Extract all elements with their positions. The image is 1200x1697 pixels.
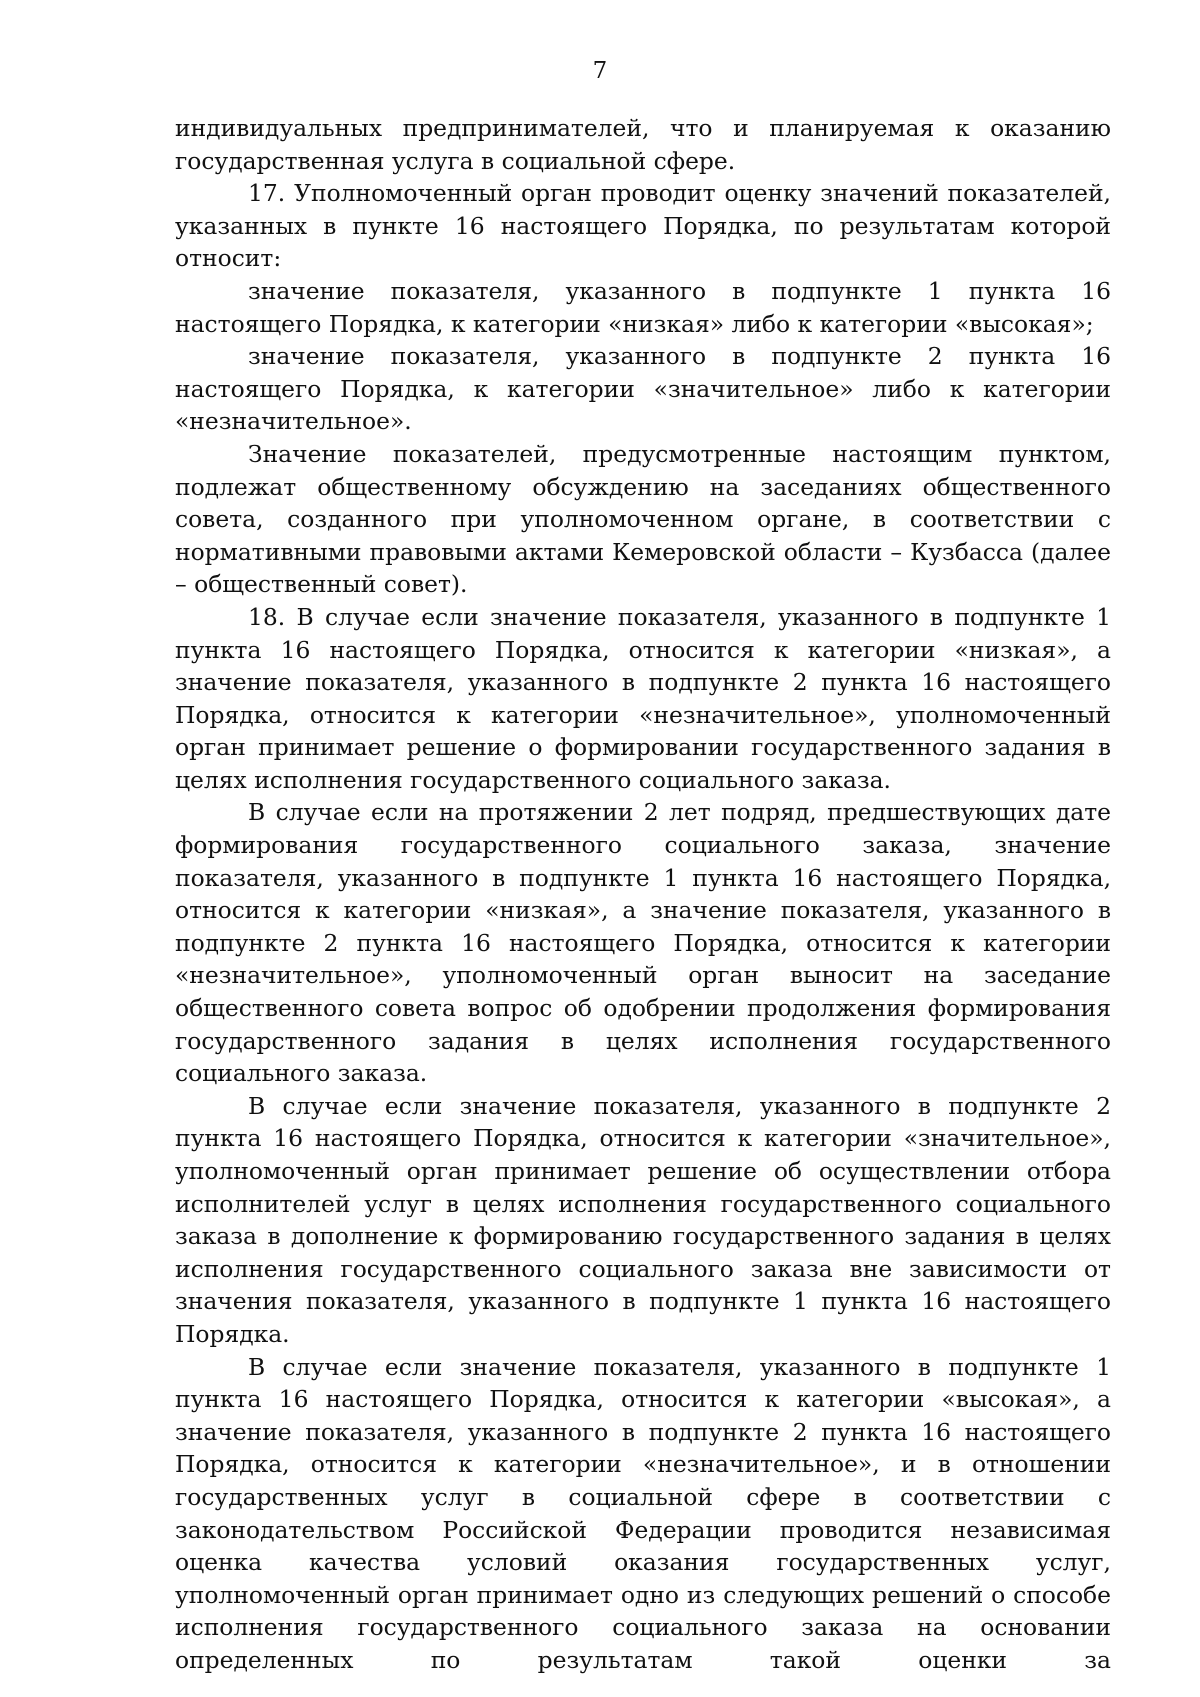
- document-body: [175, 112, 1111, 1677]
- paragraph-item-18: 18. В случае если значение показателя, указанного в подпункте 1 пункта 16 настоящего Порядка, относится к категории «низкая», а значение показателя, указанного в подпункте 2 пункта 16 настоящего Порядка, относится к категории «незначительное», уполномоченный орган принимает решение о формировании государственного задания в целях исполнения государственного социального заказа.: [175, 602, 1111, 794]
- page-number: 7: [592, 58, 608, 84]
- paragraph-public-discussion: Значение показателей, предусмотренные настоящим пунктом, подлежат общественному обсуждению на заседаниях общественного совета, созданного при уполномоченном органе, в соответствии с нормативными правовыми актами Кемеровской области – Кузбасса (далее – общественный совет).: [175, 439, 1111, 599]
- paragraph-subitem-significant: значение показателя, указанного в подпункте 2 пункта 16 настоящего Порядка, к категории «значительное» либо к категории «незначительное».: [175, 342, 1111, 436]
- paragraph-high-case: В случае если значение показателя, указанного в подпункте 1 пункта 16 настоящего Порядка, относится к категории «высокая», а значение показателя, указанного в подпункте 2 пункта 16 настоящего Порядка, относится к категории «незначительное», и в отношении государственных услуг в социальной сфере в соответствии с законодательством Российской Федерации проводится независимая оценка качества условий оказания государственных услуг, уполномоченный орган принимает одно из следующих решений о способе исполнения государственного социального заказа на основании определенных по результатам такой оценки за: [175, 1352, 1111, 1674]
- paragraph-subitem-low-high: значение показателя, указанного в подпункте 1 пункта 16 настоящего Порядка, к категории «низкая» либо к категории «высокая»;: [175, 276, 1111, 338]
- paragraph-continuation: индивидуальных предпринимателей, что и планируемая к оказанию государственная услуга в социальной сфере.: [175, 114, 1111, 175]
- paragraph-item-17: 17. Уполномоченный орган проводит оценку значений показателей, указанных в пункте 16 настоящего Порядка, по результатам которой относит:: [175, 179, 1111, 273]
- paragraph-two-years: В случае если на протяжении 2 лет подряд, предшествующих дате формирования государственного социального заказа, значение показателя, указанного в подпункте 1 пункта 16 настоящего Порядка, относится к категории «низкая», а значение показателя, указанного в подпункте 2 пункта 16 настоящего Порядка, относится к категории «незначительное», уполномоченный орган выносит на заседание общественного совета вопрос об одобрении продолжения формирования государственного задания в целях исполнения государственного социального заказа.: [175, 798, 1111, 1088]
- paragraph-significant-case: В случае если значение показателя, указанного в подпункте 2 пункта 16 настоящего Порядка, относится к категории «значительное», уполномоченный орган принимает решение об осуществлении отбора исполнителей услуг в целях исполнения государственного социального заказа в дополнение к формированию государственного задания в целях исполнения государственного социального заказа вне зависимости от значения показателя, указанного в подпункте 1 пункта 16 настоящего Порядка.: [175, 1091, 1111, 1348]
